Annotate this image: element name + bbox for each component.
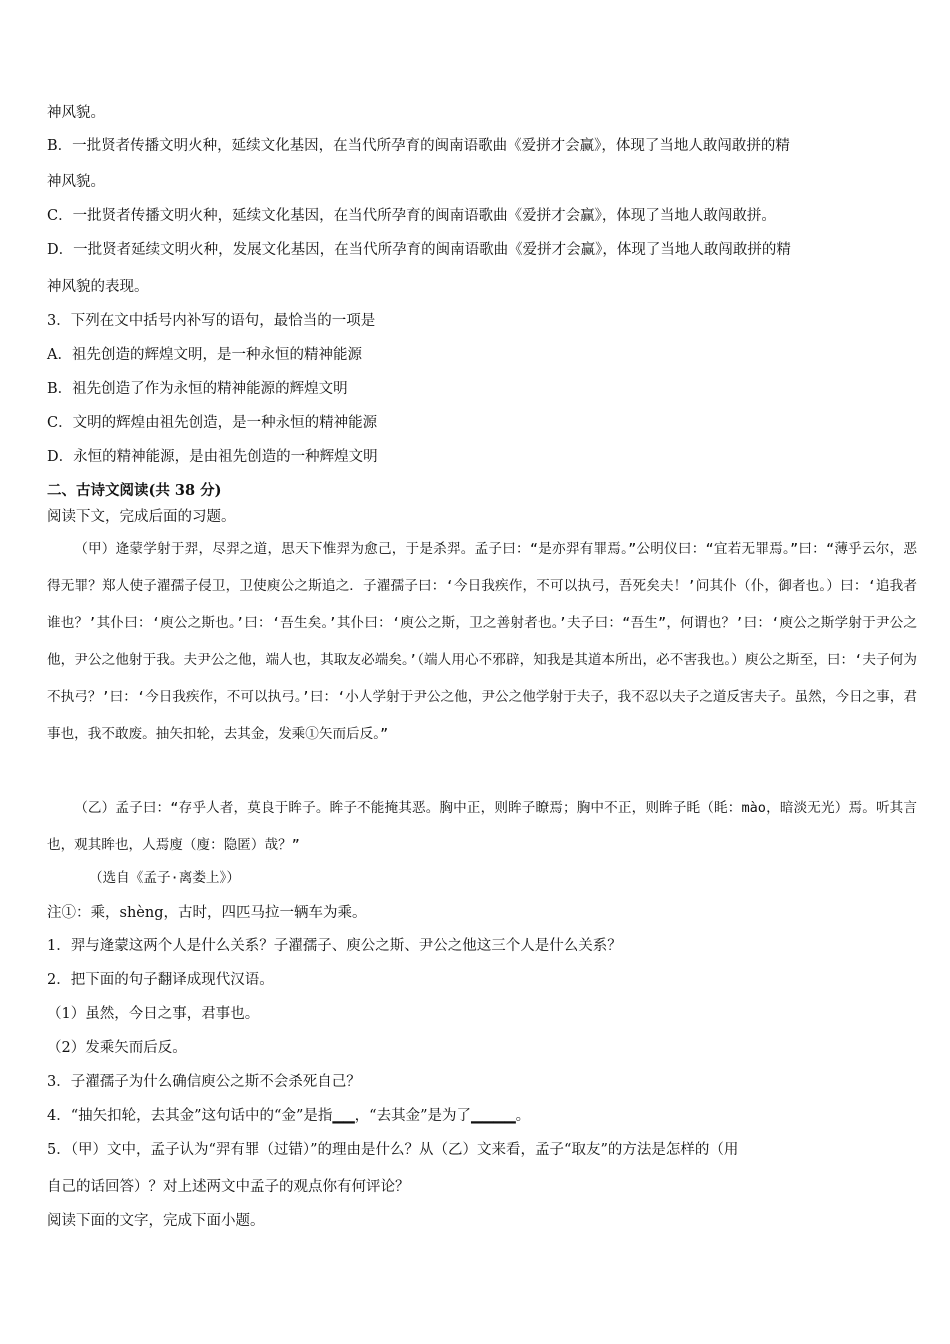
option-c: C．一批贤者传播文明火种，延续文化基因，在当代所孕育的闽南语歌曲《爱拼才会赢》，体现了当地人敢闯敢拼。 <box>47 208 776 224</box>
footnote: 注①：乘，shèng，古时，四匹马拉一辆车为乘。 <box>47 905 367 921</box>
section-heading: 二、古诗文阅读(共 38 分) <box>47 482 222 499</box>
option-d-line1: D．一批贤者延续文明火种，发展文化基因，在当代所孕育的闽南语歌曲《爱拼才会赢》，体现了当地人敢闯敢拼的精 <box>47 242 791 258</box>
q3-option-d: D．永恒的精神能源，是由祖先创造的一种辉煌文明 <box>47 449 378 465</box>
q3-option-c: C．文明的辉煌由祖先创造，是一种永恒的精神能源 <box>47 415 378 431</box>
q3-option-a: A．祖先创造的辉煌文明，是一种永恒的精神能源 <box>47 347 362 363</box>
option-d-line2: 神风貌的表现。 <box>47 279 149 295</box>
question-2-part-2: （2）发乘矢而后反。 <box>47 1040 187 1056</box>
next-reading-instruction: 阅读下面的文字，完成下面小题。 <box>47 1213 265 1229</box>
q3-option-b: B．祖先创造了作为永恒的精神能源的辉煌文明 <box>47 381 348 397</box>
question-3: 3．子濯孺子为什么确信庾公之斯不会杀死自己？ <box>47 1074 361 1090</box>
q3-stem: 3．下列在文中括号内补写的语句，最恰当的一项是 <box>47 313 376 329</box>
question-2: 2．把下面的句子翻译成现代汉语。 <box>47 972 274 988</box>
option-a-continuation: 神风貌。 <box>47 105 105 121</box>
passage-source: （选自《孟子·离娄上》） <box>89 870 240 886</box>
question-4: 4．“抽矢扣轮，去其金”这句话中的“金”是指▁▁，“去其金”是为了▁▁▁▁。 <box>47 1108 531 1124</box>
passage-yi: （乙）孟子曰：“存乎人者，莫良于眸子。眸子不能掩其恶。胸中正，则眸子瞭焉；胸中不正，则眸子眊（眊：mào，暗淡无光）焉。听其言也，观其眸也，人焉廋（廋：隐匿）哉？” <box>47 800 917 853</box>
passage-jia: （甲）逄蒙学射于羿，尽羿之道，思天下惟羿为愈己，于是杀羿。孟子曰：“是亦羿有罪焉。”公明仪曰：“宜若无罪焉。”曰：“薄乎云尔，恶得无罪？郑人使子濯孺子侵卫，卫使庾公之斯追之．子濯孺子曰：‘今日我疾作，不可以执弓，吾死矣夫！’问其仆（仆，御者也。）曰：‘追我者谁也？’其仆曰：‘庾公之斯也。’曰：‘吾生矣。’其仆曰：‘庾公之斯，卫之善射者也。’夫子曰：“吾生”，何谓也？’曰：‘庾公之斯学射于尹公之他，尹公之他射于我。夫尹公之他，端人也，其取友必端矣。’（端人用心不邪辟，知我是其道本所出，必不害我也。）庾公之斯至，曰：‘夫子何为不执弓？’曰：‘今日我疾作，不可以执弓。’曰：‘小人学射于尹公之他，尹公之他学射于夫子，我不忍以夫子之道反害夫子。虽然，今日之事，君事也，我不敢废。抽矢扣轮，去其金，发乘①矢而后反。” <box>47 541 917 742</box>
question-5-line2: 自己的话回答）？对上述两文中孟子的观点你有何评论？ <box>47 1179 410 1195</box>
option-b-line1: B．一批贤者传播文明火种，延续文化基因，在当代所孕育的闽南语歌曲《爱拼才会赢》，体现了当地人敢闯敢拼的精 <box>47 138 790 154</box>
question-2-part-1: （1）虽然，今日之事，君事也。 <box>47 1006 260 1022</box>
question-5-line1: 5．（甲）文中，孟子认为“羿有罪（过错）”的理由是什么？从（乙）文来看，孟子“取友”的方法是怎样的（用 <box>47 1142 739 1158</box>
option-b-line2: 神风貌。 <box>47 174 105 190</box>
question-1: 1．羿与逄蒙这两个人是什么关系？子濯孺子、庾公之斯、尹公之他这三个人是什么关系？ <box>47 938 622 954</box>
reading-instruction: 阅读下文，完成后面的习题。 <box>47 509 236 525</box>
